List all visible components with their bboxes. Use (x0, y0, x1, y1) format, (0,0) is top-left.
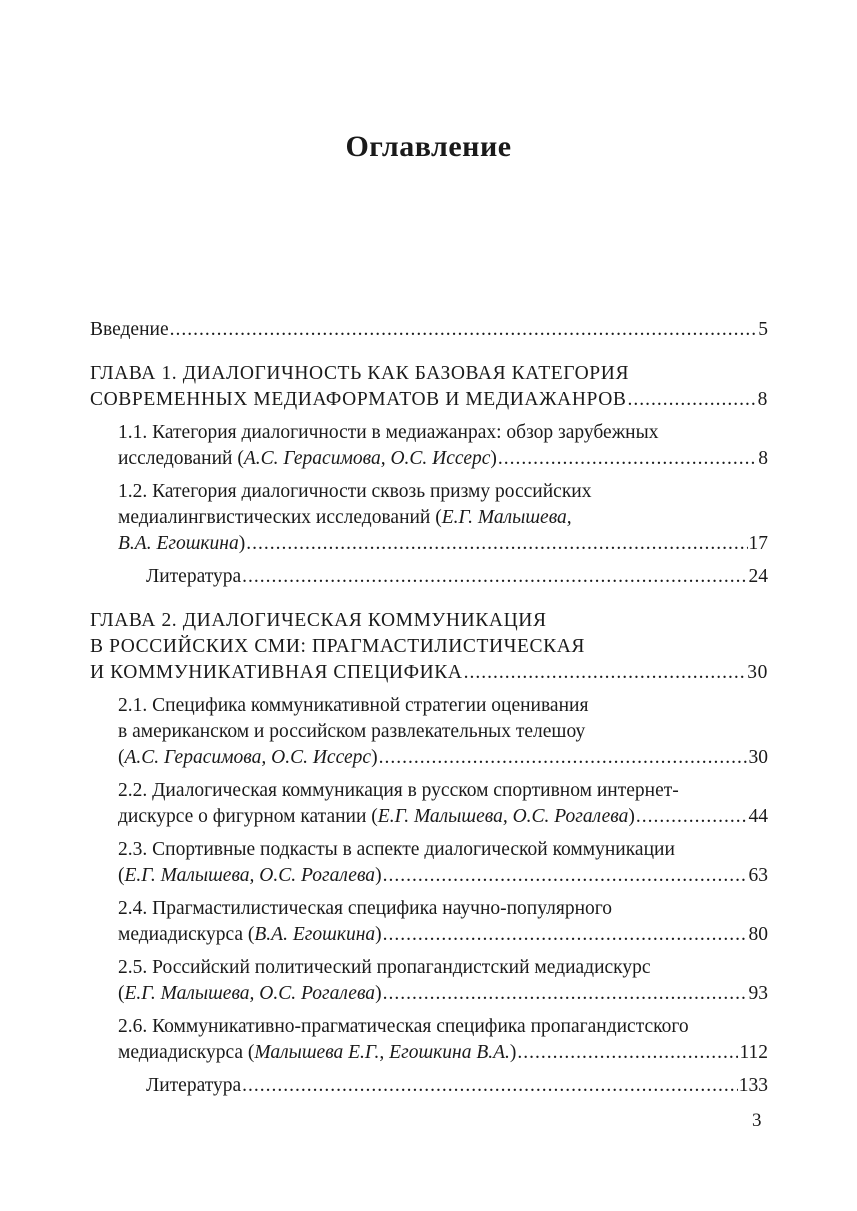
section-title-line: В.А. Егошкина) (118, 533, 246, 554)
toc-section-2-1[interactable] (90, 693, 768, 771)
section-title-line: медиалингвистических исследований (Е.Г. Малышева, (118, 507, 572, 528)
toc-page-number: 63 (748, 865, 768, 886)
toc-chapter-2[interactable] (90, 608, 768, 686)
section-title-line: 2.1. Специфика коммуникативной стратегии оценивания (118, 695, 589, 716)
toc-page-number: 80 (748, 924, 768, 945)
section-title-line: (А.С. Герасимова, О.С. Иссерс) (118, 747, 378, 768)
authors: Е.Г. Малышева, (441, 507, 572, 528)
dot-leader (636, 804, 748, 830)
authors: Малышева Е.Г., Егошкина В.А. (254, 1042, 510, 1063)
chapter-title-line: В РОССИЙСКИХ СМИ: ПРАГМАСТИЛИСТИЧЕСКАЯ (90, 636, 586, 657)
dot-leader (246, 531, 747, 557)
toc-section-2-2[interactable] (90, 778, 768, 830)
authors: Е.Г. Малышева, О.С. Рогалева (124, 865, 376, 886)
toc-page-number: 8 (757, 389, 768, 410)
section-title-line: 2.4. Прагмастилистическая специфика научно-популярного (118, 898, 613, 919)
toc-entry-intro[interactable] (90, 317, 768, 343)
chapter-title-line: ГЛАВА 2. ДИАЛОГИЧЕСКАЯ КОММУНИКАЦИЯ (90, 610, 547, 631)
toc-page-number: 112 (739, 1042, 768, 1063)
toc-page-number: 8 (758, 448, 768, 469)
toc-section-2-4[interactable] (90, 896, 768, 948)
toc-page-number: 133 (738, 1075, 768, 1096)
toc-section-1-2[interactable] (90, 479, 768, 557)
dot-leader (379, 745, 748, 771)
dot-leader (242, 1073, 738, 1099)
section-title-line: исследований (А.С. Герасимова, О.С. Иссерс) (118, 448, 497, 469)
toc-entry-text: Литература (146, 566, 242, 587)
section-title-line: медиадискурса (Малышева Е.Г., Егошкина В.А.) (118, 1042, 517, 1063)
toc-entry-text: Введение (90, 319, 169, 340)
toc-section-1-1[interactable] (90, 420, 768, 472)
toc-section-2-5[interactable] (90, 955, 768, 1007)
toc-literature-1[interactable] (90, 564, 768, 590)
toc-section-2-6[interactable] (90, 1014, 768, 1066)
toc-page-number: 17 (748, 533, 768, 554)
authors: А.С. Герасимова, О.С. Иссерс (124, 747, 372, 768)
toc-page-number: 30 (748, 747, 768, 768)
chapter-title-line: СОВРЕМЕННЫХ МЕДИАФОРМАТОВ И МЕДИАЖАНРОВ (90, 389, 627, 410)
toc-page-number: 44 (748, 806, 768, 827)
section-title-line: (Е.Г. Малышева, О.С. Рогалева) (118, 983, 382, 1004)
section-title-line: 2.6. Коммуникативно-прагматическая специфика пропагандистского (118, 1016, 689, 1037)
dot-leader (517, 1040, 738, 1066)
dot-leader (383, 922, 748, 948)
authors: Е.Г. Малышева, О.С. Рогалева (124, 983, 376, 1004)
section-title-line: 2.5. Российский политический пропагандистский медиадискурс (118, 957, 651, 978)
table-of-contents (90, 317, 768, 1099)
section-title-line: 2.2. Диалогическая коммуникация в русском спортивном интернет- (118, 780, 679, 801)
toc-page-number: 24 (748, 566, 768, 587)
authors: Е.Г. Малышева, О.С. Рогалева (377, 806, 629, 827)
section-title-line: в американском и российском развлекательных телешоу (118, 721, 586, 742)
section-title-line: медиадискурса (В.А. Егошкина) (118, 924, 382, 945)
toc-page-number: 5 (758, 319, 768, 340)
dot-leader (628, 387, 757, 413)
dot-leader (464, 660, 747, 686)
dot-leader (498, 446, 757, 472)
dot-leader (170, 317, 758, 343)
toc-literature-2[interactable] (90, 1073, 768, 1099)
toc-section-2-3[interactable] (90, 837, 768, 889)
section-title-line: 1.2. Категория диалогичности сквозь призму российских (118, 481, 592, 502)
dot-leader (242, 564, 747, 590)
page-number: 3 (752, 1110, 762, 1131)
authors: А.С. Герасимова, О.С. Иссерс (243, 448, 491, 469)
toc-chapter-1[interactable] (90, 361, 768, 413)
toc-page-number: 93 (748, 983, 768, 1004)
toc-entry-text: Литература (146, 1075, 242, 1096)
authors: В.А. Егошкина (118, 533, 239, 554)
section-title-line: (Е.Г. Малышева, О.С. Рогалева) (118, 865, 382, 886)
section-title-line: 2.3. Спортивные подкасты в аспекте диалогической коммуникации (118, 839, 675, 860)
dot-leader (383, 981, 748, 1007)
authors: В.А. Егошкина (254, 924, 376, 945)
dot-leader (383, 863, 748, 889)
chapter-title-line: ГЛАВА 1. ДИАЛОГИЧНОСТЬ КАК БАЗОВАЯ КАТЕГОРИЯ (90, 363, 630, 384)
toc-page-number: 30 (747, 662, 768, 683)
page-title: Оглавление (345, 130, 512, 163)
section-title-line: 1.1. Категория диалогичности в медиажанрах: обзор зарубежных (118, 422, 659, 443)
chapter-title-line: И КОММУНИКАТИВНАЯ СПЕЦИФИКА (90, 662, 463, 683)
section-title-line: дискурсе о фигурном катании (Е.Г. Малышева, О.С. Рогалева) (118, 806, 635, 827)
